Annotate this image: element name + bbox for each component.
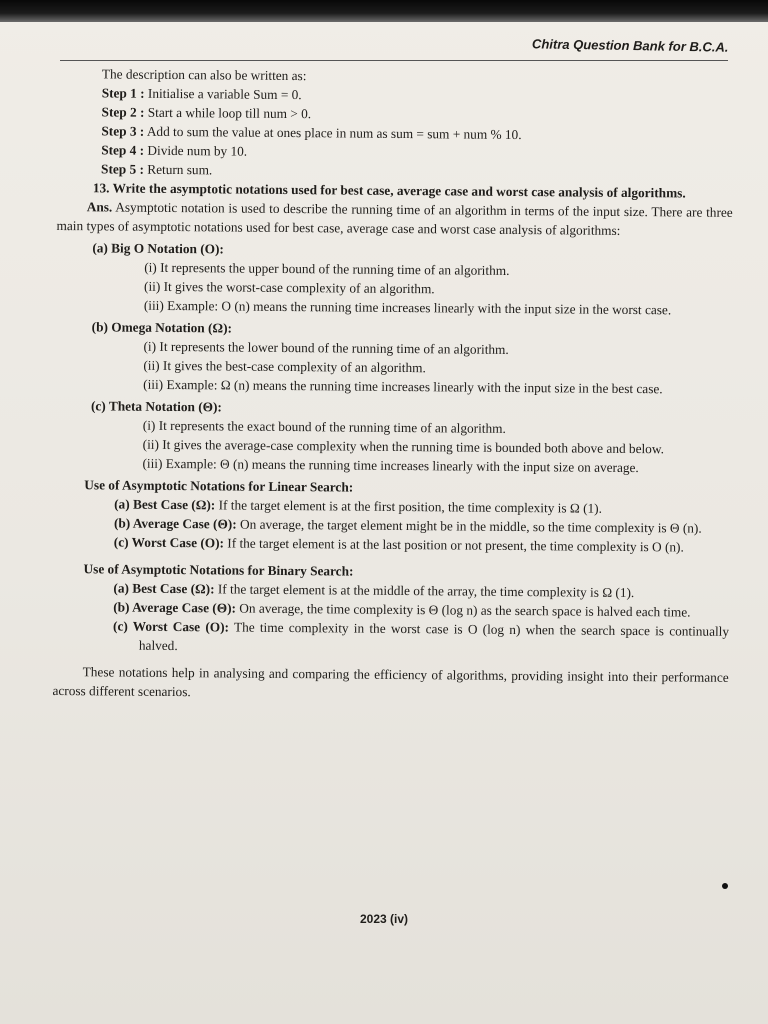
intro-text: The description can also be written as: bbox=[101, 66, 307, 84]
linear-search-heading: Use of Asymptotic Notations for Linear Search: bbox=[84, 477, 354, 495]
question-number: 13. bbox=[92, 180, 110, 196]
point-label: (i) bbox=[142, 417, 156, 433]
point-text: It gives the best-case complexity of an algorithm. bbox=[162, 357, 426, 376]
point-text: It represents the exact bound of the running time of an algorithm. bbox=[158, 417, 506, 436]
binary-search-heading: Use of Asymptotic Notations for Binary Search: bbox=[83, 561, 354, 579]
notation-heading: (a) Big O Notation (O): bbox=[92, 240, 224, 257]
point-text: It represents the upper bound of the running time of an algorithm. bbox=[160, 259, 510, 278]
case-label: (a) Best Case (Ω): bbox=[114, 496, 216, 513]
point-text: It represents the lower bound of the running time of an algorithm. bbox=[159, 338, 509, 357]
point-text: Example: Θ (n) means the running time increases linearly with the input size on average. bbox=[165, 455, 639, 476]
step-label: Step 2 : bbox=[101, 104, 145, 120]
step-label: Step 1 : bbox=[101, 85, 145, 101]
header-rule bbox=[60, 60, 728, 61]
answer-label: Ans. bbox=[86, 199, 113, 215]
point-text: It gives the worst-case complexity of an algorithm. bbox=[163, 278, 435, 297]
case-text: On average, the target element might be in the middle, so the time complexity is Θ (n). bbox=[239, 516, 702, 536]
point-text: It gives the average-case complexity when the running time is bounded both above and below. bbox=[162, 436, 664, 457]
case-label: (a) Best Case (Ω): bbox=[113, 580, 215, 597]
case-text: If the target element is at the first position, the time complexity is Ω (1). bbox=[218, 497, 603, 516]
bullet-dot bbox=[722, 883, 728, 889]
conclusion-paragraph: These notations help in analysing and comparing the efficiency of algorithms, providing insight into their performance across different scenarios. bbox=[52, 664, 729, 700]
point-text: Example: Ω (n) means the running time increases linearly with the input size in the best case. bbox=[166, 376, 663, 397]
page-content bbox=[52, 64, 734, 706]
point-label: (ii) bbox=[143, 357, 160, 373]
step-text: Add to sum the value at ones place in num as sum = sum + num % 10. bbox=[146, 123, 522, 143]
point-label: (iii) bbox=[142, 455, 163, 471]
step-text: Initialise a variable Sum = 0. bbox=[147, 85, 302, 103]
question-text: Write the asymptotic notations used for best case, average case and worst case analysis of algorithms. bbox=[112, 180, 686, 201]
step-text: Divide num by 10. bbox=[147, 142, 248, 159]
case-text: On average, the time complexity is Θ (log n) as the search space is halved each time. bbox=[239, 600, 691, 620]
point-label: (i) bbox=[143, 338, 157, 354]
case-text: If the target element is at the last position or not present, the time complexity is O (n). bbox=[227, 535, 684, 555]
notation-heading: (c) Theta Notation (Θ): bbox=[90, 398, 222, 415]
notation-point bbox=[144, 296, 732, 320]
step-label: Step 3 : bbox=[101, 123, 145, 139]
point-label: (ii) bbox=[143, 278, 161, 294]
case-text: The time complexity in the worst case is O (log n) when the search space is continually halved. bbox=[138, 619, 730, 654]
notation-point bbox=[143, 375, 731, 399]
answer-text: Asymptotic notation is used to describe the running time of an algorithm in terms of the input size. There are three main types of asymptotic notations used for best case, average case and worst case analysis of algorithms: bbox=[56, 199, 733, 238]
scan-shadow bbox=[0, 0, 768, 22]
point-label: (iii) bbox=[143, 376, 164, 392]
case-text: If the target element is at the middle of the array, the time complexity is Ω (1). bbox=[217, 581, 635, 601]
case-label: (c) Worst Case (O): bbox=[113, 618, 230, 635]
page-footer: 2023 (iv) bbox=[359, 912, 409, 926]
step-text: Start a while loop till num > 0. bbox=[147, 104, 312, 122]
step-label: Step 5 : bbox=[101, 161, 145, 177]
point-text: Example: O (n) means the running time increases linearly with the input size in the worst case. bbox=[167, 297, 672, 318]
steps-list bbox=[101, 83, 734, 184]
running-header: Chitra Question Bank for B.C.A. bbox=[531, 36, 729, 55]
point-label: (ii) bbox=[142, 436, 159, 452]
step-label: Step 4 : bbox=[101, 142, 145, 158]
point-label: (iii) bbox=[143, 297, 164, 313]
case-label: (c) Worst Case (O): bbox=[113, 534, 225, 551]
point-label: (i) bbox=[144, 259, 157, 275]
answer-paragraph bbox=[57, 197, 733, 241]
case-label: (b) Average Case (Θ): bbox=[113, 599, 237, 616]
case-label: (b) Average Case (Θ): bbox=[113, 515, 237, 532]
linear-case-item bbox=[114, 533, 730, 557]
notation-heading: (b) Omega Notation (Ω): bbox=[91, 319, 233, 336]
binary-case-item bbox=[113, 617, 729, 660]
step-text: Return sum. bbox=[147, 161, 213, 178]
